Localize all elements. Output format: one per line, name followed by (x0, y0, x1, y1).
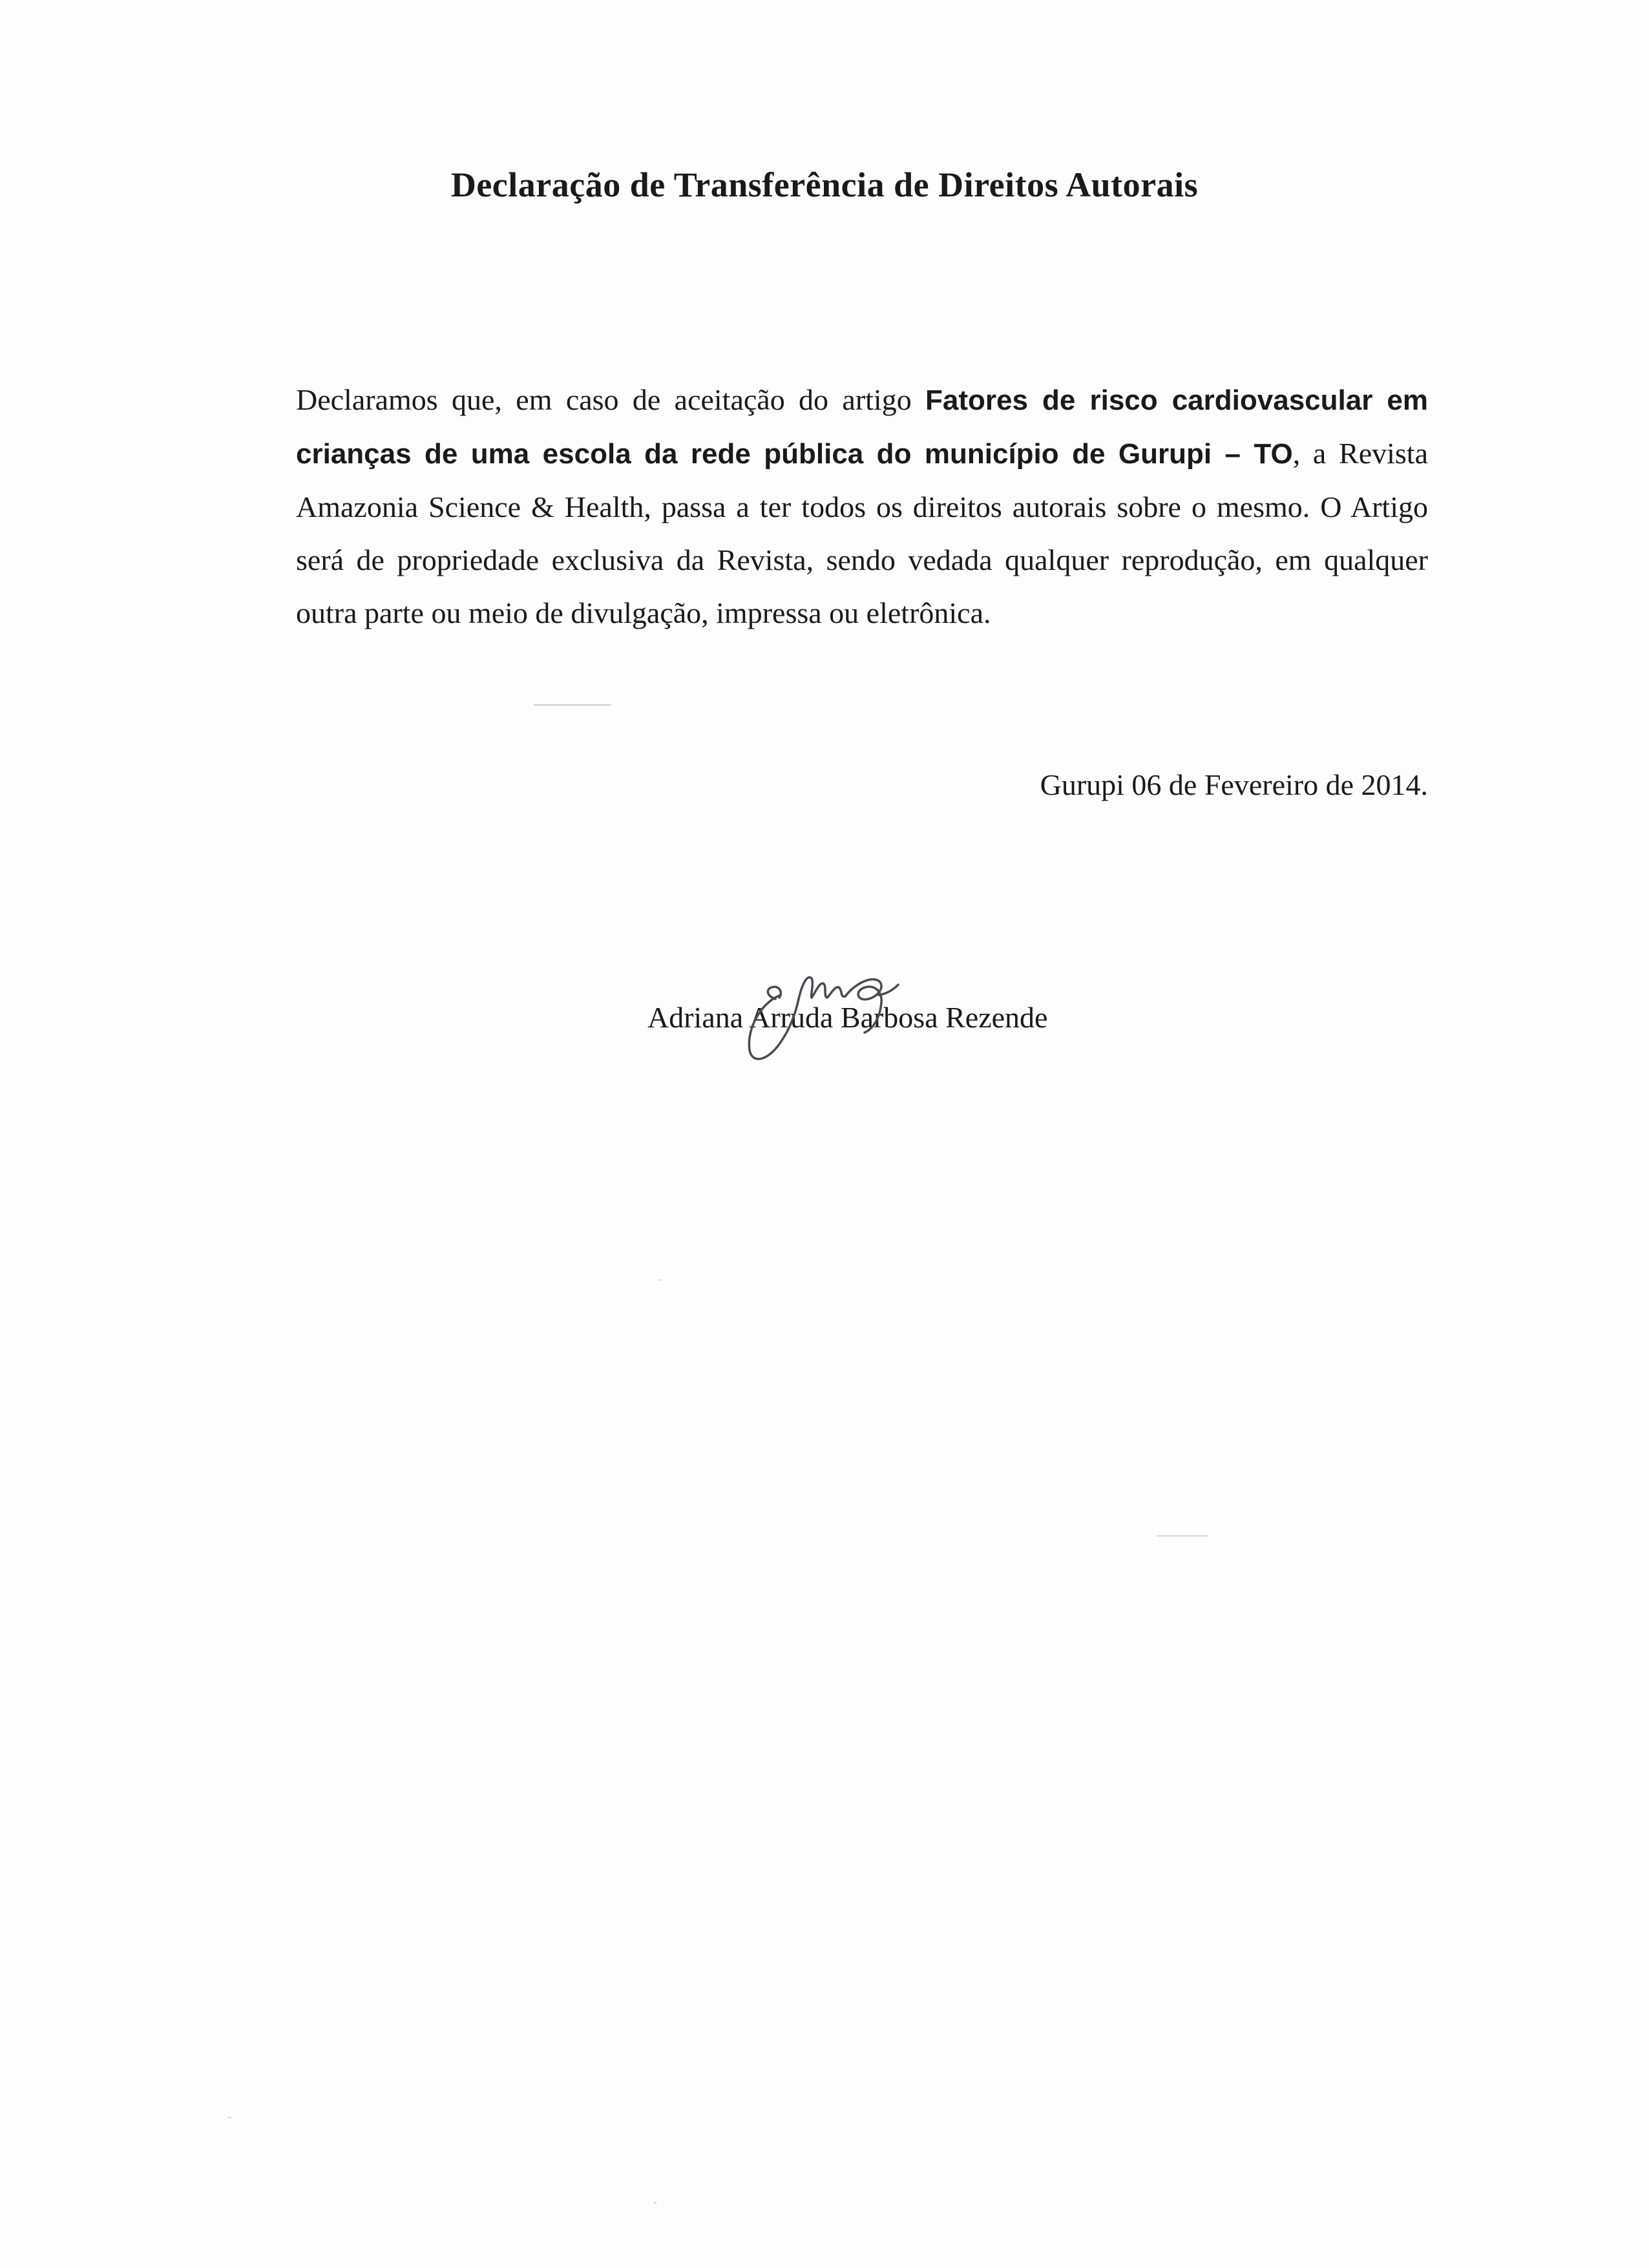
signer-name: Adriana Arruda Barbosa Rezende (647, 1001, 1048, 1034)
scan-speck (227, 2117, 231, 2118)
declaration-rest: , a Revista Amazonia Science & Health, passa a ter todos os direitos autorais sobre o mesmo. O Artigo será de propriedade exclusiva da Revista, sendo vedada qualquer reprodução, em qualquer outra parte ou meio de divulgação, impressa ou eletrônica. (296, 437, 1428, 629)
scan-speck (654, 2202, 656, 2203)
scan-speck (534, 704, 611, 706)
article-title: Fatores de risco cardiovascular em crianças de uma escola da rede pública do município de Gurupi – TO (296, 384, 1428, 470)
scan-speck (1157, 1535, 1208, 1537)
declaration-paragraph (296, 373, 1428, 640)
date-line: Gurupi 06 de Fevereiro de 2014. (1040, 768, 1428, 801)
signature-block (646, 956, 1098, 1073)
scan-speck (658, 1279, 660, 1281)
declaration-intro: Declaramos que, em caso de aceitação do artigo (296, 383, 926, 416)
handwritten-signature-icon (685, 956, 918, 1073)
document-title: Declaração de Transferência de Direitos Autorais (450, 165, 1199, 204)
